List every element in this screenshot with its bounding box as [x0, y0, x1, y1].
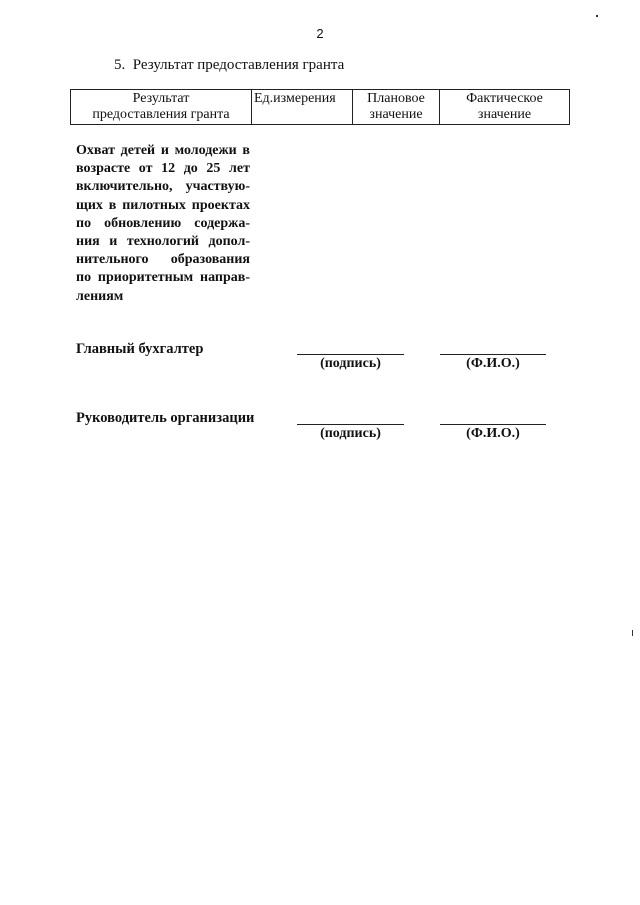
section-title: Результат предоставления гранта: [132, 57, 345, 73]
result-description: [76, 142, 250, 306]
name-caption: (Ф.И.О.): [466, 426, 520, 441]
scan-speck: [632, 630, 633, 636]
grant-result-table: [70, 89, 570, 125]
signature-caption: (подпись): [320, 356, 381, 371]
name-line: [440, 424, 546, 425]
chief-accountant-label: Главный бухгалтер: [76, 341, 204, 357]
signature-line: [297, 354, 404, 355]
text-line: Охват детей и молодежи в: [76, 143, 250, 158]
text-line: возрасте от 12 до 25 лет: [76, 161, 250, 177]
header-result: Результат предоставления гранта: [71, 90, 252, 125]
signature-caption: (подпись): [320, 426, 381, 441]
text-line: по приоритетным направ-: [76, 270, 250, 286]
section-heading: [114, 57, 344, 74]
text-line: ния и технологий допол-: [76, 234, 250, 250]
text-line: щих в пилотных проектах: [76, 197, 250, 213]
table-header-row: [71, 90, 570, 125]
header-actual: Фактическое значение: [440, 90, 570, 125]
text-line: по обновлению содержа-: [76, 215, 250, 231]
header-planned: Плановое значение: [353, 90, 440, 125]
head-of-organization-label: Руководитель организации: [76, 410, 255, 426]
header-unit: Ед.измерения: [252, 90, 353, 125]
name-line: [440, 354, 546, 355]
name-caption: (Ф.И.О.): [466, 356, 520, 371]
text-line: лениям: [76, 288, 124, 304]
text-line: включительно, участвую-: [76, 179, 250, 195]
page-number: 2: [316, 26, 324, 41]
scan-speck: [596, 15, 598, 17]
section-number: 5.: [114, 57, 126, 73]
signature-line: [297, 424, 404, 425]
text-line: нительного образования: [76, 252, 250, 268]
